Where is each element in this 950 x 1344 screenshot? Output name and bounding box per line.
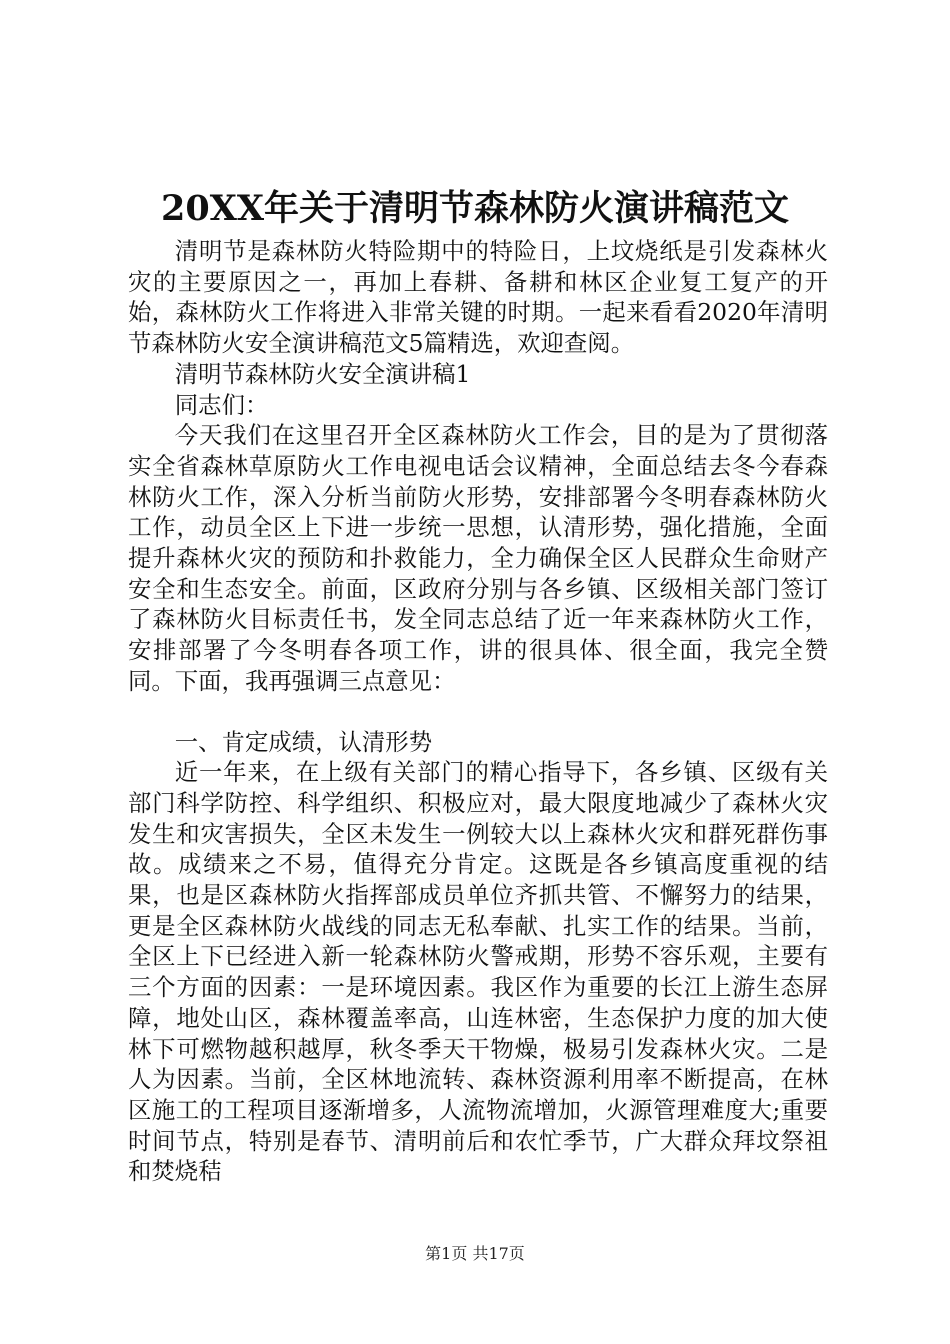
opening-paragraph: 今天我们在这里召开全区森林防火工作会，目的是为了贯彻落实全省森林草原防火工作电视电话会议精神，全面总结去冬今春森林防火工作，深入分析当前防火形势，安排部署今冬明春森林防火工作，动员全区上下进一步统一思想，认清形势，强化措施，全面提升森林火灾的预防和扑救能力，全力确保全区人民群众生命财产安全和生态安全。前面，区政府分别与各乡镇、区级相关部门签订了森林防火目标责任书，发全同志总结了近一年来森林防火工作，安排部署了今冬明春各项工作，讲的很具体、很全面，我完全赞同。下面，我再强调三点意见： xyxy=(128,421,828,695)
intro-paragraph: 清明节是森林防火特险期中的特险日，上坟烧纸是引发森林火灾的主要原因之一，再加上春耕、备耕和林区企业复工复产的开始，森林防火工作将进入非常关键的时期。一起来看看2020年清明节森林防火安全演讲稿范文5篇精选，欢迎查阅。 xyxy=(128,237,828,358)
document-title: 20XX年关于清明节森林防火演讲稿范文 xyxy=(160,188,790,229)
page-number: 第1页 共17页 xyxy=(425,1244,525,1263)
section-heading: 一、肯定成绩，认清形势 xyxy=(174,727,433,756)
section-paragraph: 近一年来，在上级有关部门的精心指导下，各乡镇、区级有关部门科学防控、科学组织、积极应对，最大限度地减少了森林火灾发生和灾害损失，全区未发生一例较大以上森林火灾和群死群伤事故。成绩来之不易，值得充分肯定。这既是各乡镇高度重视的结果，也是区森林防火指挥部成员单位齐抓共管、不懈努力的结果，更是全区森林防火战线的同志无私奉献、扎实工作的结果。当前，全区上下已经进入新一轮森林防火警戒期，形势不容乐观，主要有三个方面的因素：一是环境因素。我区作为重要的长江上游生态屏障，地处山区，森林覆盖率高，山连林密，生态保护力度的加大使林下可燃物越积越厚，秋冬季天干物燥，极易引发森林火灾。二是人为因素。当前，全区林地流转、森林资源利用率不断提高，在林区施工的工程项目逐渐增多，人流物流增加，火源管理难度大;重要时间节点，特别是春节、清明前后和农忙季节，广大群众拜坟祭祖和焚烧秸 xyxy=(128,758,828,1186)
speech-heading: 清明节森林防火安全演讲稿1 xyxy=(174,359,471,388)
document-body xyxy=(128,236,828,1187)
salutation: 同志们： xyxy=(174,390,269,419)
